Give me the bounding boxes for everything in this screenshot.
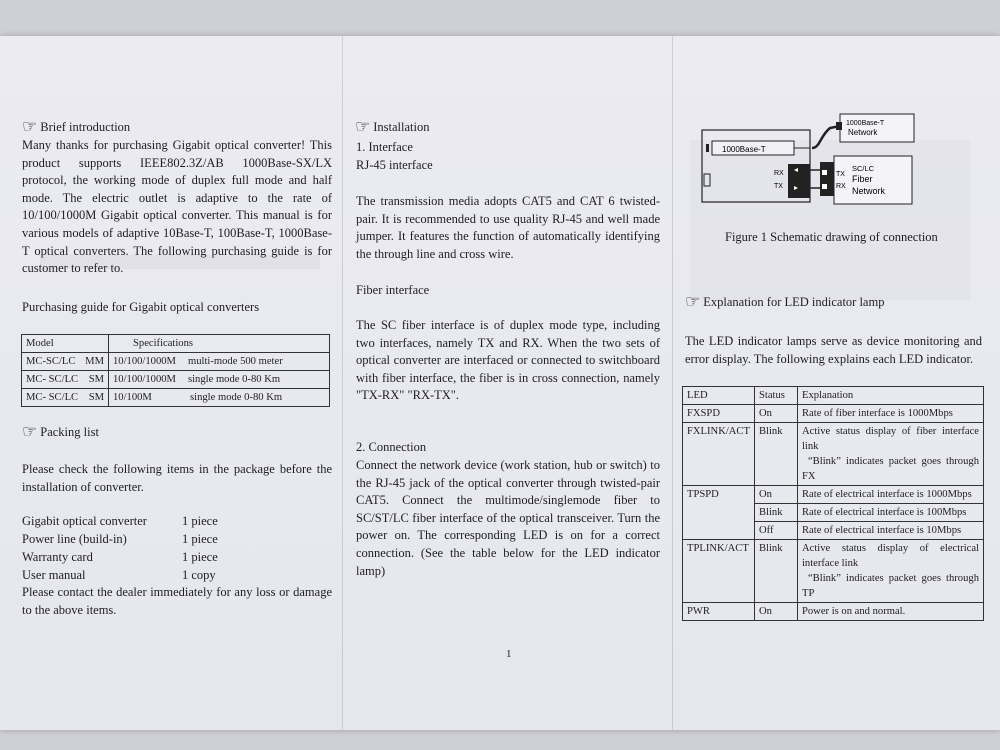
packing-intro: Please check the following items in the package before the installation of converter. <box>22 462 332 494</box>
status-header: Status <box>754 387 797 405</box>
interface-heading: 1. Interface <box>356 140 413 154</box>
converter-label: 1000Base-T <box>722 145 766 154</box>
purchasing-guide-table <box>21 334 330 407</box>
packing-note: Please contact the dealer immediately for any loss or damage to the above items. <box>22 585 332 617</box>
guide-title: Purchasing guide for Gigabit optical converters <box>22 300 260 314</box>
figure-caption: Figure 1 Schematic drawing of connection <box>725 230 938 244</box>
packing-list <box>22 514 332 586</box>
pointing-hand-icon: ☞ <box>355 117 371 136</box>
table-row: FXLINK/ACT Blink Active status display of fiber interface link “Blink” indicates packet goes through FX <box>683 423 984 486</box>
fold-line <box>672 36 673 730</box>
rx-label: RX <box>774 170 784 177</box>
page-number: 1 <box>506 648 512 660</box>
list-item: Power line (build-in) 1 piece <box>22 532 218 546</box>
pointing-hand-icon: ☞ <box>22 422 38 441</box>
table-row: MC- SC/LC SM 10/100M single mode 0-80 Km <box>22 389 330 407</box>
list-item: Warranty card 1 piece <box>22 550 218 564</box>
led-header: LED <box>683 387 755 405</box>
table-row: FXSPD On Rate of fiber interface is 1000Mbps <box>683 405 984 423</box>
network-label-1: 1000Base-T <box>846 120 885 127</box>
brief-text: Many thanks for purchasing Gigabit optical converter! This product supports IEEE802.3Z/AB 1000Base-SX/LX protocol, the working mode of duplex full mode and half mode. The electric outlet is adaptive to the rate of 10/100/1000M Gigabit optical converter. This manual is for various models of adaptive 10Base-T, 100Base-T, 1000Base-T optical converters. The following purchasing guide is for customer to refer to. <box>22 138 332 276</box>
explanation-header: Explanation <box>797 387 983 405</box>
guide-header-spec: Specifications <box>109 335 330 353</box>
rj45-text: The transmission media adopts CAT5 and CAT 6 twisted-pair. It is recommended to use quality RJ-45 and well made jumper. It features the function of automatically identifying the through line and cross wire. <box>356 194 660 261</box>
table-row: MC- SC/LC SM 10/100/1000M single mode 0-80 Km <box>22 371 330 389</box>
fiber-text: The SC fiber interface is of duplex mode type, including two interfaces, namely TX and RX. When the two sets of optical converter are interfaced or connected to switchboard with fiber interface, the fiber is in cross connection, namely "TX-RX" "RX-TX". <box>356 318 660 403</box>
table-row: Blink Rate of electrical interface is 100Mbps <box>683 504 984 522</box>
network-label-2: Network <box>848 128 878 137</box>
packing-heading <box>22 422 99 442</box>
led-table <box>682 386 984 621</box>
svg-text:RX: RX <box>836 183 846 190</box>
fold-line <box>342 36 343 730</box>
svg-text:TX: TX <box>836 171 845 178</box>
pointing-hand-icon: ☞ <box>22 117 38 136</box>
guide-header-model: Model <box>22 335 109 353</box>
list-item: User manual 1 copy <box>22 568 216 582</box>
brief-title: Brief introduction <box>40 120 131 134</box>
fiber-label-2: Fiber <box>852 174 873 184</box>
list-item: Gigabit optical converter 1 piece <box>22 514 218 528</box>
table-row: Off Rate of electrical interface is 10Mbps <box>683 522 984 540</box>
fiber-port <box>788 164 810 198</box>
rj45-heading: RJ-45 interface <box>356 158 433 172</box>
connection-heading: 2. Connection <box>356 440 427 454</box>
installation-title: Installation <box>373 120 430 134</box>
table-row: TPLINK/ACT Blink Active status display of electrical interface link “Blink” indicates packet goes through TP <box>683 540 984 603</box>
installation-heading <box>355 117 430 137</box>
led-heading <box>685 292 884 312</box>
table-row: TPSPD On Rate of electrical interface is 1000Mbps <box>683 486 984 504</box>
packing-title: Packing list <box>40 425 99 439</box>
connection-diagram <box>690 108 980 226</box>
brief-heading <box>22 117 130 137</box>
ethernet-cable <box>812 126 840 148</box>
led-intro: The LED indicator lamps serve as device monitoring and error display. The following explains each LED indicator. <box>685 334 982 366</box>
led-title: Explanation for LED indicator lamp <box>703 295 885 309</box>
tx-label: TX <box>774 183 783 190</box>
pointing-hand-icon: ☞ <box>685 292 701 311</box>
table-row: MC-SC/LC MM 10/100/1000M multi-mode 500 meter <box>22 353 330 371</box>
fiber-label-1: SC/LC <box>852 164 875 173</box>
connection-text: Connect the network device (work station, hub or switch) to the RJ-45 jack of the optical converter through twisted-pair CAT5. Connect the multimode/singlemode fiber to SC/ST/LC fiber interface of the optical transceiver. Turn the power on. The corresponding LED is on for a correct connection. (See the table below for the LED indicator lamp) <box>356 458 660 578</box>
fiber-label-3: Network <box>852 186 886 196</box>
fiber-heading: Fiber interface <box>356 283 430 297</box>
table-row: PWR On Power is on and normal. <box>683 603 984 621</box>
